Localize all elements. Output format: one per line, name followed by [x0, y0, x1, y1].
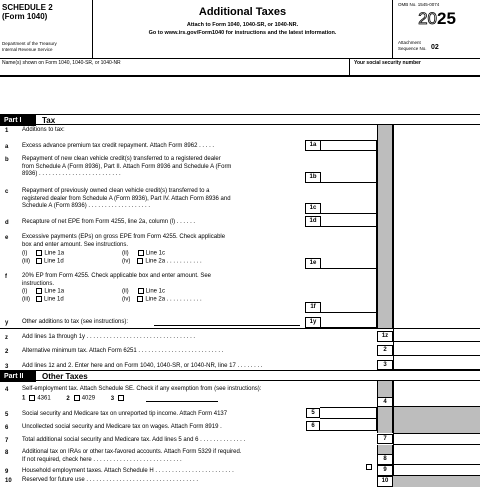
- line-8-checkbox[interactable]: [366, 458, 372, 476]
- line-2-box: 2: [377, 345, 393, 356]
- line-1f-text-1: 20% EP from Form 4255. Check applicable box and enter amount. See: [22, 273, 211, 279]
- line-5-text: Social security and Medicare tax on unreported tip income. Attach Form 4137: [22, 411, 228, 417]
- line-1f-amount[interactable]: [321, 269, 377, 313]
- line-4-exemptions: [22, 395, 126, 403]
- line-1e-text-1: Excessive payments (EPs) on gross EPE from Form 4255. Check applicable: [22, 234, 226, 240]
- line-1e-opt-i: (i): [22, 250, 28, 257]
- ssn-label: Your social security number: [354, 60, 421, 66]
- line-1-text: Additions to tax:: [22, 127, 65, 133]
- line-1b-text-2: from Schedule A (Form 8936), Part II. Attach Form 8936 and Schedule A (Form: [22, 163, 232, 170]
- line-1e-checkbox-i[interactable]: [36, 250, 42, 256]
- line-1e-opt-iii: (iii): [22, 258, 30, 265]
- form-subtitle-1: Attach to Form 1040, 1040-SR, or 1040-NR.: [186, 22, 299, 28]
- line-1y-text: Other additions to tax (see instructions):: [22, 319, 129, 325]
- line-6-amount[interactable]: [320, 419, 377, 431]
- line-1e-opt-i-label: Line 1a: [44, 250, 65, 257]
- dept-label: Department of the Treasury: [2, 41, 57, 46]
- shaded-8: [377, 445, 393, 454]
- line-6-box: 6: [306, 421, 320, 431]
- exempt-4029-label: 4029: [81, 395, 96, 402]
- shaded-column: [377, 125, 393, 305]
- shaded-amount-5-6: [393, 407, 480, 433]
- line-4-amount[interactable]: [393, 381, 480, 407]
- ssn-field[interactable]: [352, 59, 480, 75]
- line-3-amount[interactable]: [393, 356, 480, 370]
- line-1c-text-1: Repayment of previously owned clean vehicle credit(s) transferred to a: [22, 188, 210, 194]
- line-1a-amount[interactable]: [321, 140, 377, 151]
- line-1c-number: c: [5, 189, 9, 195]
- line-2-number: 2: [5, 349, 9, 355]
- part2-label: Part II: [0, 371, 36, 382]
- line-1f-options-row2: [22, 296, 64, 304]
- exempt-4361-label: 4361: [37, 395, 51, 402]
- line-8-box: 8: [377, 454, 393, 465]
- form-header: [0, 0, 480, 59]
- line-1f-checkbox-iv[interactable]: [137, 296, 143, 302]
- line-4-box: 4: [377, 397, 393, 407]
- line-1f-box: 1f: [305, 302, 321, 313]
- line-1e-options-row1b: [122, 250, 165, 258]
- shaded-4: [377, 381, 393, 398]
- line-1e-opt-iii-label: Line 1d: [44, 258, 64, 265]
- line-5-number: 5: [5, 412, 9, 418]
- line-1a-text: Excess advance premium tax credit repayment. Attach Form 8962 . . . . .: [22, 143, 215, 149]
- line-1f-number: f: [5, 274, 7, 280]
- attachment-label: Attachment: [398, 40, 421, 45]
- amount-column: [393, 125, 480, 305]
- year-suffix: 25: [437, 9, 456, 28]
- line-1c-box: 1c: [305, 203, 321, 214]
- sequence-label: Sequence No.: [398, 46, 427, 51]
- part1-label: Part I: [0, 115, 36, 126]
- line-1a-box: 1a: [305, 140, 321, 151]
- line-1f-opt-i-label: Line 1a: [44, 288, 65, 295]
- line-1e-checkbox-ii[interactable]: [138, 250, 144, 256]
- line-1b-text-3: 8936) . . . . . . . . . . . . . . . . . . . . . . . . .: [22, 171, 121, 177]
- line-8-number: 8: [5, 450, 9, 456]
- omb-number: OMB No. 1545-0074: [398, 2, 440, 7]
- line-1f-opt-iii-label: Line 1d: [44, 296, 64, 303]
- line-1f-opt-ii-label: Line 1c: [145, 288, 166, 295]
- name-label: Name(s) shown on Form 1040, 1040-SR, or 1040-NR: [2, 60, 121, 66]
- line-5-box: 5: [306, 408, 320, 418]
- line-1z-number: z: [5, 335, 8, 341]
- line-1y-amount[interactable]: [321, 313, 377, 328]
- line-7-box: 7: [377, 434, 393, 444]
- line-1-number: 1: [5, 128, 9, 134]
- line-1z-text: Add lines 1a through 1y . . . . . . . . . . . . . . . . . . . . . . . . . . . . . . . . .: [22, 334, 196, 340]
- line-1a-number: a: [5, 144, 9, 150]
- line-7-number: 7: [5, 438, 9, 444]
- name-field[interactable]: [0, 59, 350, 75]
- line-1d-amount[interactable]: [321, 214, 377, 227]
- form-title: Additional Taxes: [198, 6, 287, 18]
- line-9-amount[interactable]: [393, 465, 480, 476]
- shaded-column-ext: [377, 305, 393, 328]
- line-3-box: 3: [377, 360, 393, 370]
- line-1e-opt-ii-label: Line 1c: [145, 250, 166, 257]
- shaded-5-6: [377, 407, 393, 433]
- irs-label: Internal Revenue Service: [2, 47, 53, 52]
- line-10-text: Reserved for future use . . . . . . . . . . . . . . . . . . . . . . . . . . . . . . . . . .: [22, 477, 199, 483]
- line-1b-text-1: Repayment of new clean vehicle credit(s) transferred to a registered dealer: [22, 156, 221, 162]
- line-1f-opt-iv: (iv): [122, 296, 131, 303]
- line-1e-options-row2: [22, 258, 64, 266]
- line-1e-checkbox-iv[interactable]: [137, 258, 143, 264]
- line-1f-opt-i: (i): [22, 288, 28, 295]
- part1-title: Tax: [42, 116, 56, 125]
- sequence-number: 02: [431, 44, 439, 51]
- line-1e-opt-iv-label: Line 2a . . . . . . . . . . .: [145, 258, 202, 265]
- line-1f-checkbox-iii[interactable]: [36, 296, 42, 302]
- line-9-text: Household employment taxes. Attach Schedule H . . . . . . . . . . . . . . . . . . . . . . . .: [22, 468, 234, 474]
- line-4-text: Self-employment tax. Attach Schedule SE. Check if any exemption from (see instructions):: [22, 386, 262, 392]
- line-1e-options-row2b: [122, 258, 202, 266]
- line-10-number: 10: [5, 478, 12, 484]
- line-1e-opt-iv: (iv): [122, 258, 131, 265]
- exempt-4361-checkbox[interactable]: [29, 395, 35, 401]
- line-10-row: [0, 476, 480, 484]
- line-3-number: 3: [5, 364, 9, 370]
- line-8-text-2: If not required, check here . . . . . . . . . . . . . . . . . . . . . . . . . . .: [22, 457, 182, 463]
- line-4-number: 4: [5, 387, 9, 393]
- line-1b-number: b: [5, 157, 9, 163]
- line-3-text: Add lines 1z and 2. Enter here and on Form 1040, 1040-SR, or 1040-NR, line 17 . . . . . . . .: [22, 363, 263, 369]
- line-1f-checkbox-i[interactable]: [36, 288, 42, 294]
- line-1d-number: d: [5, 220, 9, 226]
- line-1c-text-2: registered dealer from Schedule A (Form 8936), Part IV. Attach Form 8936 and: [22, 195, 231, 202]
- line-5-amount[interactable]: [320, 407, 377, 419]
- line-1z-box: 1z: [377, 331, 393, 342]
- line-1e-text-2: box and enter amount. See instructions.: [22, 241, 129, 248]
- line-1c-text-3: Schedule A (Form 8936) . . . . . . . . . . . . . . . . . . .: [22, 203, 151, 209]
- schedule-label: SCHEDULE 2: [2, 3, 53, 12]
- omb-block: [392, 0, 480, 59]
- line-1e-options-row1: [22, 250, 64, 258]
- line-2-amount[interactable]: [393, 342, 480, 356]
- line-7-text: Total additional social security and Medicare tax. Add lines 5 and 6 . . . . . . . . . . . . . .: [22, 437, 246, 443]
- line-7-amount[interactable]: [393, 433, 480, 445]
- line-1f-text-2: instructions.: [22, 280, 55, 287]
- exempt-1-number: 1: [22, 395, 26, 402]
- amount-column-ext: [393, 305, 480, 328]
- part1-header: [0, 114, 480, 125]
- line-1e-box: 1e: [305, 258, 321, 269]
- line-8-amount[interactable]: [393, 445, 480, 465]
- exempt-3-number: 3: [110, 395, 115, 402]
- part2-header: [0, 370, 480, 381]
- line-1f-checkbox-ii[interactable]: [138, 288, 144, 294]
- exempt-4029-checkbox[interactable]: [74, 395, 80, 401]
- line-2-text: Alternative minimum tax. Attach Form 6251 . . . . . . . . . . . . . . . . . . . . . . . . . .: [22, 348, 224, 354]
- line-9-number: 9: [5, 469, 9, 475]
- line-1y-description[interactable]: [154, 319, 300, 326]
- tax-year: [393, 10, 481, 28]
- line-1f-opt-ii: (ii): [122, 288, 129, 295]
- line-1f-options-row1: [22, 288, 64, 296]
- exempt-3-checkbox[interactable]: [118, 395, 124, 401]
- line-1d-text: Recapture of net EPE from Form 4255, line 2a, column (l) . . . . . .: [22, 219, 196, 225]
- line-1f-options-row2b: [122, 296, 202, 304]
- line-1f-opt-iii: (iii): [22, 296, 30, 303]
- line-10-shaded: [393, 476, 480, 487]
- year-prefix: 20: [418, 9, 437, 28]
- line-6-text: Uncollected social security and Medicare tax on wages. Attach Form 8919 .: [22, 424, 222, 430]
- line-1e-amount[interactable]: [321, 227, 377, 269]
- line-1c-amount[interactable]: [321, 183, 377, 214]
- exempt-3-description[interactable]: [146, 395, 218, 402]
- line-1b-amount[interactable]: [321, 151, 377, 183]
- line-1e-number: e: [5, 235, 9, 241]
- line-1e-checkbox-iii[interactable]: [36, 258, 42, 264]
- line-1d-box: 1d: [305, 216, 321, 227]
- form-label: (Form 1040): [2, 12, 48, 21]
- exempt-2-number: 2: [66, 395, 70, 402]
- line-1e-opt-ii: (ii): [122, 250, 129, 257]
- line-8-text-1: Additional tax on IRAs or other tax-favored accounts. Attach Form 5329 if required.: [22, 449, 242, 455]
- line-1z-amount[interactable]: [393, 328, 480, 342]
- line-1f-options-row1b: [122, 288, 165, 296]
- line-1b-box: 1b: [305, 172, 321, 183]
- line-1y-number: y: [5, 320, 9, 326]
- form-subtitle-2: Go to www.irs.gov/Form1040 for instructions and the latest information.: [148, 30, 337, 36]
- line-1y-box: 1y: [305, 317, 321, 328]
- form-id-block: [0, 0, 93, 59]
- line-1f-opt-iv-label: Line 2a . . . . . . . . . . .: [145, 296, 202, 303]
- name-row: [0, 59, 480, 77]
- line-9-box: 9: [377, 465, 393, 476]
- line-6-number: 6: [5, 425, 9, 431]
- part2-title: Other Taxes: [42, 372, 88, 381]
- line-10-box: 10: [377, 476, 393, 487]
